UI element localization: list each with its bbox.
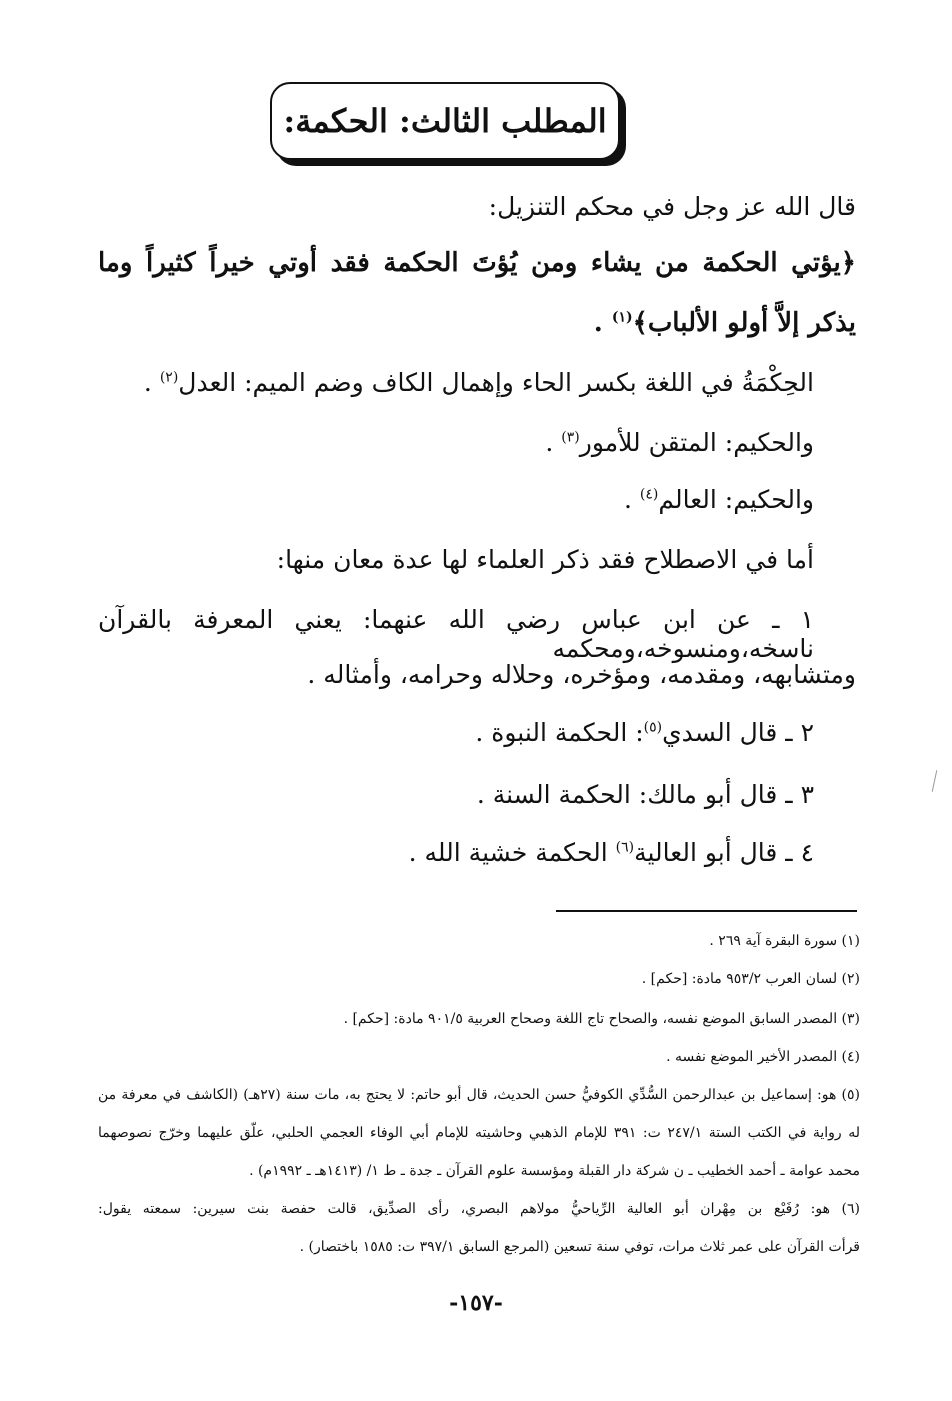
hikma-dot: .	[143, 368, 160, 397]
intro-line: قال الله عز وجل في محكم التنزيل:	[488, 192, 856, 221]
footnote-ref-5: (٥)	[643, 719, 663, 736]
hakim1-text: والحكيم: المتقن للأمور	[579, 428, 814, 457]
section-heading-box	[270, 82, 620, 160]
scan-edge-mark	[932, 770, 938, 792]
verse-line-2	[594, 308, 856, 338]
verse-line-1: ﴿يؤتي الحكمة من يشاء ومن يُؤتَ الحكمة فقد أوتي خيراً كثيراً وما	[98, 248, 856, 278]
item1-line-2: ومتشابهه، ومقدمه، ومؤخره، وحلاله وحرامه، وأمثاله .	[307, 660, 856, 689]
hikma-definition	[144, 368, 814, 397]
footnote-6-line-1: (٦) هو: رُفَيْع بن مِهْران أبو العالية الرِّياحيُّ مولاهم البصري، رأى الصدِّيق، قالت حفصة بنت سيرين: سمعته يقول:	[98, 1201, 860, 1217]
footnote-ref-6: (٦)	[615, 839, 635, 856]
hakim1-dot: .	[545, 428, 562, 457]
hikma-text: الحِكْمَةُ في اللغة بكسر الحاء وإهمال الكاف وضم الميم: العدل	[178, 368, 814, 397]
verse-text: يذكر إلاَّ أولو الألباب﴾	[632, 308, 856, 338]
item2-line	[475, 718, 814, 747]
hakim-mutqin	[545, 428, 814, 457]
item1-line-1: ١ ـ عن ابن عباس رضي الله عنهما: يعني المعرفة بالقرآن ناسخه،ومنسوخه،ومحكمه	[98, 605, 814, 663]
footnote-ref-4: (٤)	[639, 486, 659, 503]
footnote-ref-2: (٢)	[159, 369, 179, 386]
page-number: -١٥٧-	[449, 1290, 503, 1316]
footnote-3: (٣) المصدر السابق الموضع نفسه، والصحاح تاج اللغة وصحاح العربية ٩٠١/٥ مادة: [حكم] .	[343, 1011, 860, 1027]
footnote-1: (١) سورة البقرة آية ٢٦٩ .	[709, 933, 860, 949]
footnote-2: (٢) لسان العرب ٩٥٣/٢ مادة: [حكم] .	[641, 971, 860, 987]
item4-line	[409, 838, 814, 867]
item4-text-a: ٤ ـ قال أبو العالية	[634, 838, 814, 867]
item2-text-a: ٢ ـ قال السدي	[662, 718, 814, 747]
footnote-separator	[556, 910, 857, 912]
footnote-5-line-1: (٥) هو: إسماعيل بن عبدالرحمن السُّدِّي الكوفيُّ حسن الحديث، قال أبو حاتم: لا يحتج به، مات سنة (٢٧هـ) (الكاشف في معرفة من	[98, 1087, 860, 1103]
hakim2-dot: .	[623, 485, 640, 514]
item3-line: ٣ ـ قال أبو مالك: الحكمة السنة .	[476, 780, 814, 809]
footnote-ref-1: (١)	[611, 309, 633, 326]
footnote-4: (٤) المصدر الأخير الموضع نفسه .	[666, 1049, 860, 1065]
hakim2-text: والحكيم: العالم	[658, 485, 814, 514]
footnote-5-line-3: محمد عوامة ـ أحمد الخطيب ـ ن شركة دار القبلة ومؤسسة علوم القرآن ـ جدة ـ ط ١/ (١٤١٣هـ ـ ١٩٩٢م) .	[249, 1163, 860, 1179]
verse-end: .	[593, 308, 612, 338]
footnote-5-line-2: له رواية في الكتب الستة ٢٤٧/١ ت: ٣٩١ للإمام الذهبي وحاشيته للإمام أبي الوفاء العجمي الحلبي، علّق عليهما وخرّج نصوصهما	[98, 1125, 861, 1141]
item4-text-b: الحكمة خشية الله .	[408, 838, 616, 867]
section-heading: المطلب الثالث: الحكمة:	[283, 102, 607, 140]
istilah-line: أما في الاصطلاح فقد ذكر العلماء لها عدة معان منها:	[276, 545, 814, 574]
item2-text-b: : الحكمة النبوة .	[475, 718, 644, 747]
footnote-ref-3: (٣)	[561, 429, 580, 446]
footnote-6-line-2: قرأت القرآن على عمر ثلاث مرات، توفي سنة تسعين (المرجع السابق ٣٩٧/١ ت: ١٥٨٥ باختصار) .	[299, 1239, 860, 1255]
hakim-alim	[624, 485, 814, 514]
